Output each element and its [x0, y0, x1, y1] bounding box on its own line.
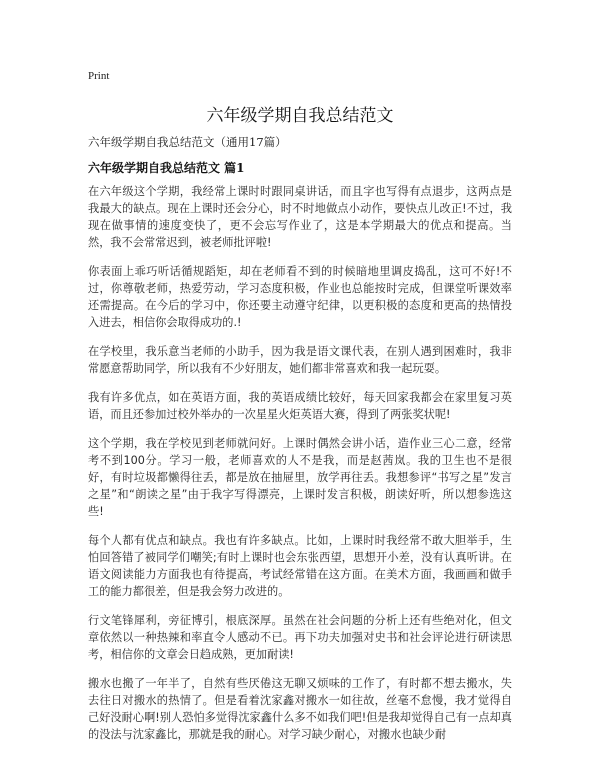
paragraph: 行文笔锋犀利，旁征博引，根底深厚。虽然在社会问题的分析上还有些绝对化，但文章依然以一种热辣和率直令人感动不已。再下功夫加强对史书和社会评论进行研读思考，相信你的文章会日趋成熟，更加耐读! — [88, 614, 512, 661]
document-title: 六年级学期自我总结范文 — [206, 106, 394, 126]
paragraph: 我有许多优点，如在英语方面，我的英语成绩比较好，每天回家我都会在家里复习英语，而且还参加过校外举办的一次星星火炬英语大赛，得到了两张奖状呢! — [88, 391, 512, 421]
paragraph: 你表面上乖巧听话循规蹈矩，却在老师看不到的时候暗地里调皮捣乱，这可不好!不过，你尊敬老师，热爱劳动，学习态度积极，作业也总能按时完成，但课堂听课效率还需提高。在今后的学习中，你还要主动遵守纪律，以更积极的态度和更高的热情投入进去，相信你会取得成功的.! — [88, 265, 512, 329]
section-heading: 六年级学期自我总结范文 篇1 — [88, 161, 245, 175]
paragraph: 这个学期，我在学校见到老师就问好。上课时偶然会讲小话，造作业三心二意，经常考不到100分。学习一般，老师喜欢的人不是我，而是赵茜岚。我的卫生也不是很好，有时垃圾都懒得往丢，都是放在抽屉里，放学再往丢。我想参评“书写之星”发言之星”和“朗读之星”由于我字写得漂亮，上课时发言积极，朗读好听，所以想参选这些! — [88, 437, 512, 518]
paragraph: 搬水也搬了一年半了，自然有些厌倦这无聊又烦味的工作了，有时都不想去搬水，失去往日对搬水的热情了。但是看着沈家鑫对搬水一如往故，丝毫不怠慢，我才觉得自己好没耐心啊!别人恐怕多觉得沈家鑫什么多不如我们吧!但是我却觉得自己有一点却真的没法与沈家鑫比，那就是我的耐心。对学习缺少耐心，对搬水也缺少耐 — [88, 677, 512, 741]
body-paragraphs — [88, 183, 512, 755]
paragraph: 在六年级这个学期，我经常上课时时跟同桌讲话，而且字也写得有点退步，这两点是我最大的缺点。现在上课时还会分心，时不时地做点小动作，要快点儿改正!不过，我现在做事情的速度变快了，更不会忘写作业了，这是本学期最大的优点和提高。当然，我不会常常迟到，被老师批评啦! — [88, 185, 512, 249]
print-label[interactable]: Print — [88, 70, 110, 82]
paragraph: 在学校里，我乐意当老师的小助手，因为我是语文课代表，在别人遇到困难时，我非常愿意帮助同学，所以我有不少好朋友，她们都非常喜欢和我一起玩耍。 — [88, 345, 512, 375]
document-subtitle: 六年级学期自我总结范文（通用17篇） — [88, 135, 287, 149]
paragraph: 每个人都有优点和缺点。我也有许多缺点。比如，上课时时我经常不敢大胆举手，生怕回答错了被同学们嘲笑;有时上课时也会东张西望，思想开小差，没有认真听讲。在语文阅读能力方面我也有待提高，考试经常错在这方面。在美术方面，我画画和做手工的能力都很差，但是我会努力改进的。 — [88, 534, 512, 598]
